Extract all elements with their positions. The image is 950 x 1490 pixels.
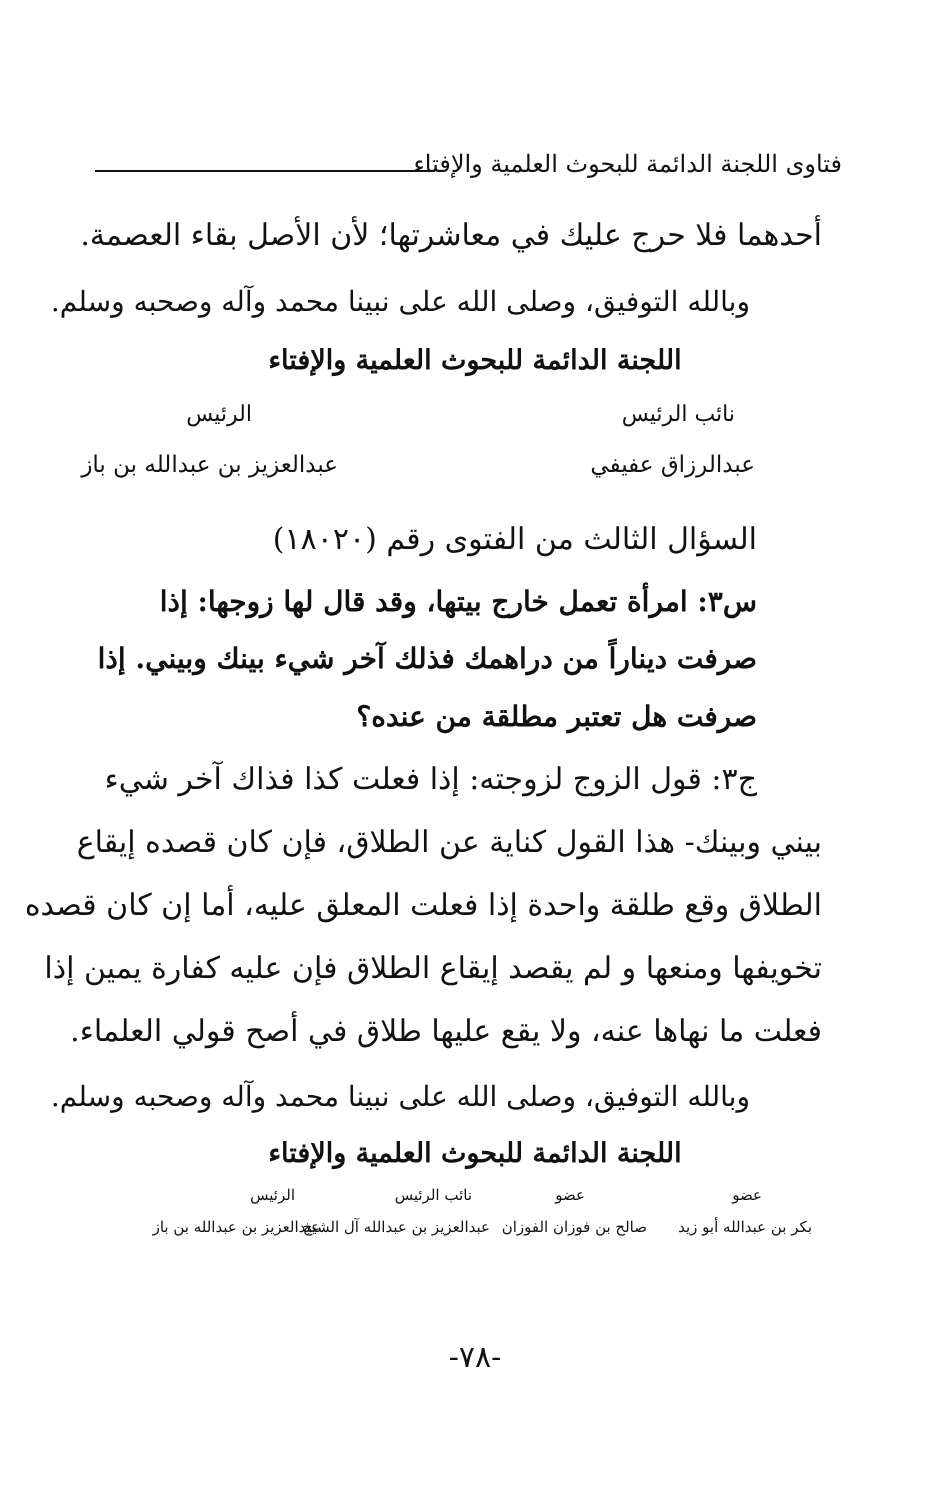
answer-line: الطلاق وقع طلقة واحدة إذا فعلت المعلق عليه، أما إن كان قصده bbox=[24, 888, 822, 923]
answer-line: فعلت ما نهاها عنه، ولا يقع عليها طلاق في أصح قولي العلماء. bbox=[70, 1014, 822, 1049]
signatory-role: نائب الرئيس bbox=[621, 402, 735, 427]
signatory-role: نائب الرئيس bbox=[394, 1186, 472, 1204]
signatory-role: الرئيس bbox=[250, 1186, 295, 1204]
answer-line: ج٣: قول الزوج لزوجته: إذا فعلت كذا فذاك آخر شيء bbox=[104, 762, 757, 797]
question-line: س٣: امرأة تعمل خارج بيتها، وقد قال لها زوجها: إذا bbox=[159, 585, 757, 618]
signatory-role: عضو bbox=[732, 1186, 762, 1204]
signatory-name: صالح بن فوزان الفوزان bbox=[501, 1218, 647, 1236]
question-line: صرفت هل تعتبر مطلقة من عنده؟ bbox=[356, 700, 757, 733]
committee-name: اللجنة الدائمة للبحوث العلمية والإفتاء bbox=[268, 1138, 682, 1169]
signatory-name: عبدالرزاق عفيفي bbox=[590, 452, 755, 478]
question-line: صرفت ديناراً من دراهمك فذلك آخر شيء بينك وبيني. إذا bbox=[97, 642, 757, 675]
signatory-name: عبدالعزيز بن عبدالله آل الشيخ bbox=[302, 1218, 490, 1236]
page-number: -٧٨- bbox=[448, 1340, 502, 1375]
signatory-role: عضو bbox=[555, 1186, 585, 1204]
signatory-name: بكر بن عبدالله أبو زيد bbox=[678, 1218, 812, 1236]
closing-prayer: وبالله التوفيق، وصلى الله على نبينا محمد وآله وصحبه وسلم. bbox=[50, 285, 750, 318]
fatwa-reference: السؤال الثالث من الفتوى رقم (١٨٠٢٠) bbox=[272, 522, 757, 557]
signatory-name: عبدالعزيز بن عبدالله بن باز bbox=[81, 452, 338, 478]
answer-line: تخويفها ومنعها و لم يقصد إيقاع الطلاق فإن عليه كفارة يمين إذا bbox=[44, 951, 822, 986]
signatory-role: الرئيس bbox=[186, 402, 252, 427]
paragraph-line: أحدهما فلا حرج عليك في معاشرتها؛ لأن الأصل بقاء العصمة. bbox=[80, 218, 822, 253]
header-rule bbox=[95, 170, 435, 172]
committee-name: اللجنة الدائمة للبحوث العلمية والإفتاء bbox=[268, 345, 682, 376]
closing-prayer: وبالله التوفيق، وصلى الله على نبينا محمد وآله وصحبه وسلم. bbox=[50, 1080, 750, 1113]
answer-line: بيني وبينك- هذا القول كناية عن الطلاق، فإن كان قصده إيقاع bbox=[76, 825, 822, 860]
running-header-title: فتاوى اللجنة الدائمة للبحوث العلمية والإفتاء bbox=[413, 150, 842, 178]
signatory-name: عبدالعزيز بن عبدالله بن باز bbox=[152, 1218, 320, 1236]
